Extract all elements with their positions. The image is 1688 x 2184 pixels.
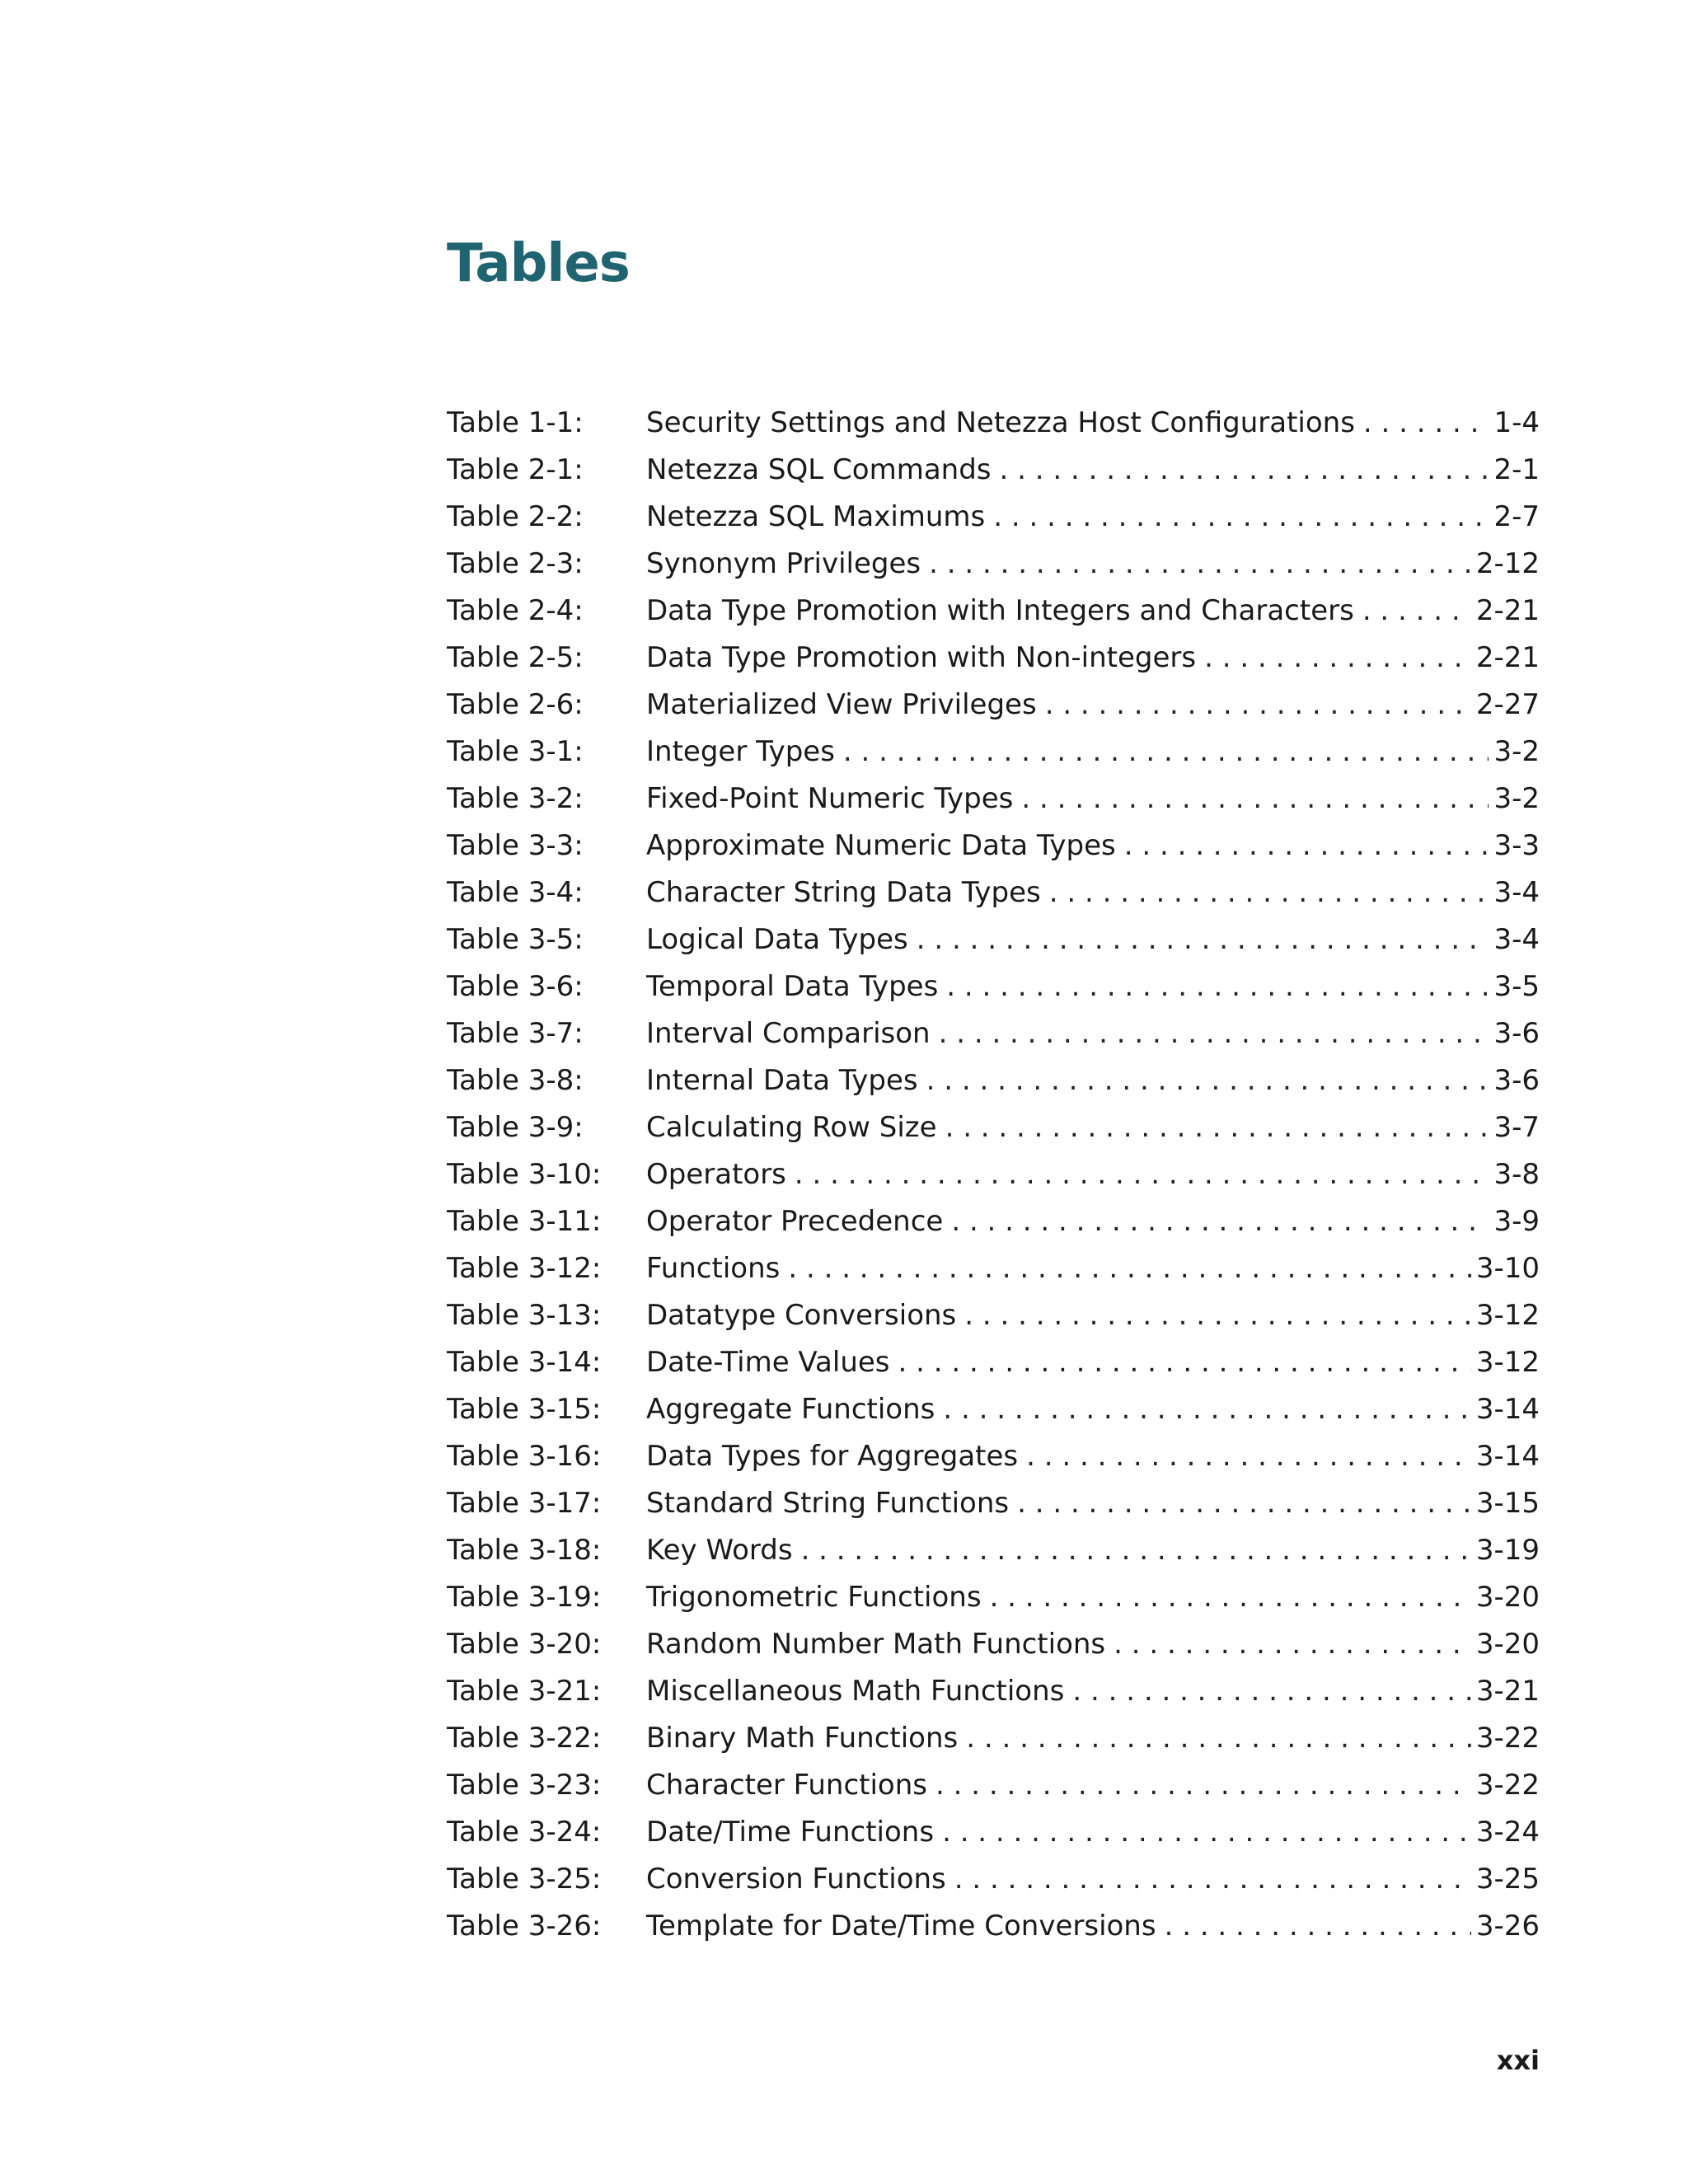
toc-entry-number: Table 3-15:	[447, 1393, 602, 1426]
toc-entry-title: Functions	[646, 1252, 781, 1285]
toc-dot-leader	[1026, 1433, 1471, 1480]
toc-dot-leader	[954, 1856, 1471, 1903]
toc-entry-page: 3-22	[1475, 1722, 1540, 1755]
toc-entry[interactable]	[447, 916, 1540, 963]
toc-entry-page: 2-7	[1493, 500, 1540, 533]
toc-entry[interactable]	[447, 635, 1540, 682]
toc-entry-title: Interval Comparison	[646, 1017, 931, 1050]
toc-entry-page: 3-14	[1475, 1393, 1540, 1426]
toc-dot-leader	[1049, 869, 1489, 916]
toc-entry-number: Table 3-14:	[447, 1346, 602, 1379]
toc-entry-title: Random Number Math Functions	[646, 1628, 1106, 1661]
toc-dot-leader	[1114, 1621, 1471, 1668]
toc-entry-number: Table 3-18:	[447, 1534, 602, 1567]
toc-entry-number: Table 3-11:	[447, 1205, 602, 1238]
toc-entry-page: 3-24	[1475, 1816, 1540, 1849]
toc-entry-number: Table 3-19:	[447, 1581, 602, 1614]
toc-dot-leader	[843, 729, 1489, 776]
toc-entry-title: Operator Precedence	[646, 1205, 944, 1238]
toc-entry[interactable]	[447, 1856, 1540, 1903]
toc-entry-title: Aggregate Functions	[646, 1393, 935, 1426]
toc-entry[interactable]	[447, 1903, 1540, 1950]
toc-entry-title: Integer Types	[646, 735, 835, 768]
toc-dot-leader	[946, 963, 1489, 1010]
toc-entry-number: Table 3-12:	[447, 1252, 602, 1285]
toc-entry[interactable]	[447, 869, 1540, 916]
toc-entry[interactable]	[447, 1057, 1540, 1104]
toc-entry-title: Internal Data Types	[646, 1064, 918, 1097]
toc-dot-leader	[795, 1151, 1489, 1198]
toc-entry[interactable]	[447, 1292, 1540, 1339]
toc-entry-number: Table 2-4:	[447, 594, 584, 627]
toc-dot-leader	[1045, 682, 1471, 729]
toc-entry-title: Calculating Row Size	[646, 1111, 937, 1144]
toc-entry-title: Datatype Conversions	[646, 1299, 957, 1332]
toc-dot-leader	[898, 1339, 1471, 1386]
toc-entry-page: 3-26	[1475, 1910, 1540, 1943]
toc-entry-title: Conversion Functions	[646, 1863, 946, 1896]
toc-entry[interactable]	[447, 1715, 1540, 1762]
toc-entry-number: Table 3-1:	[447, 735, 584, 768]
toc-entry-page: 2-21	[1475, 594, 1540, 627]
toc-entry-number: Table 3-7:	[447, 1017, 584, 1050]
toc-dot-leader	[788, 1245, 1470, 1292]
toc-dot-leader	[945, 1104, 1489, 1151]
toc-dot-leader	[943, 1386, 1470, 1433]
toc-entry-number: Table 3-10:	[447, 1158, 602, 1191]
toc-entry-number: Table 2-6:	[447, 688, 584, 721]
toc-entry-page: 3-6	[1493, 1017, 1540, 1050]
toc-entry-title: Data Type Promotion with Integers and Characters	[646, 594, 1354, 627]
toc-entry-number: Table 3-8:	[447, 1064, 584, 1097]
toc-entry-number: Table 3-23:	[447, 1769, 602, 1802]
toc-entry-page: 3-9	[1493, 1205, 1540, 1238]
toc-dot-leader	[1362, 588, 1471, 635]
toc-entry[interactable]	[447, 1480, 1540, 1527]
toc-entry-page: 3-2	[1493, 735, 1540, 768]
toc-dot-leader	[926, 1057, 1489, 1104]
toc-entry-title: Operators	[646, 1158, 786, 1191]
toc-entry-page: 2-27	[1475, 688, 1540, 721]
toc-entry-title: Data Type Promotion with Non-integers	[646, 641, 1197, 674]
toc-entry-title: Synonym Privileges	[646, 547, 921, 580]
toc-entry-number: Table 3-26:	[447, 1910, 602, 1943]
toc-entry-page: 3-14	[1475, 1440, 1540, 1473]
toc-entry-page: 3-5	[1493, 970, 1540, 1003]
toc-entry-number: Table 3-13:	[447, 1299, 602, 1332]
toc-entry-page: 3-10	[1475, 1252, 1540, 1285]
toc-entry[interactable]	[447, 1433, 1540, 1480]
table-of-tables-list	[447, 400, 1540, 1950]
toc-dot-leader	[1363, 400, 1489, 447]
toc-dot-leader	[951, 1198, 1489, 1245]
toc-dot-leader	[966, 1715, 1471, 1762]
toc-entry-number: Table 3-24:	[447, 1816, 602, 1849]
toc-entry-title: Character Functions	[646, 1769, 927, 1802]
toc-dot-leader	[1017, 1480, 1471, 1527]
toc-entry-number: Table 3-16:	[447, 1440, 602, 1473]
toc-entry-page: 3-6	[1493, 1064, 1540, 1097]
toc-dot-leader	[942, 1809, 1471, 1856]
toc-entry[interactable]	[447, 776, 1540, 823]
toc-dot-leader	[917, 916, 1489, 963]
toc-dot-leader	[1021, 776, 1489, 823]
toc-entry-title: Binary Math Functions	[646, 1722, 959, 1755]
toc-entry[interactable]	[447, 1527, 1540, 1574]
toc-entry[interactable]	[447, 1104, 1540, 1151]
toc-entry-page: 2-1	[1493, 453, 1540, 486]
toc-entry-number: Table 3-9:	[447, 1111, 584, 1144]
toc-entry-page: 3-12	[1475, 1299, 1540, 1332]
toc-entry[interactable]	[447, 541, 1540, 588]
toc-entry-number: Table 3-20:	[447, 1628, 602, 1661]
toc-entry-page: 2-21	[1475, 641, 1540, 674]
toc-entry[interactable]	[447, 1245, 1540, 1292]
toc-entry[interactable]	[447, 1809, 1540, 1856]
toc-entry-title: Security Settings and Netezza Host Configurations	[646, 406, 1355, 439]
toc-dot-leader	[1072, 1668, 1470, 1715]
toc-dot-leader	[990, 1574, 1471, 1621]
toc-entry-number: Table 3-3:	[447, 829, 584, 862]
toc-entry[interactable]	[447, 1386, 1540, 1433]
toc-entry-title: Fixed-Point Numeric Types	[646, 782, 1014, 815]
toc-entry-number: Table 3-5:	[447, 923, 584, 956]
toc-entry[interactable]	[447, 729, 1540, 776]
toc-entry-page: 3-8	[1493, 1158, 1540, 1191]
toc-entry-number: Table 3-22:	[447, 1722, 602, 1755]
toc-entry[interactable]	[447, 400, 1540, 447]
toc-entry-title: Netezza SQL Commands	[646, 453, 992, 486]
toc-entry-number: Table 3-6:	[447, 970, 584, 1003]
toc-entry[interactable]	[447, 1198, 1540, 1245]
toc-dot-leader	[929, 541, 1471, 588]
toc-entry-page: 3-20	[1475, 1628, 1540, 1661]
toc-entry-number: Table 3-4:	[447, 876, 584, 909]
toc-entry-number: Table 2-2:	[447, 500, 584, 533]
toc-entry-number: Table 2-1:	[447, 453, 584, 486]
toc-entry-number: Table 2-5:	[447, 641, 584, 674]
toc-entry[interactable]	[447, 588, 1540, 635]
toc-entry[interactable]	[447, 1151, 1540, 1198]
toc-dot-leader	[993, 494, 1489, 541]
toc-entry-page: 3-25	[1475, 1863, 1540, 1896]
toc-entry-number: Table 3-25:	[447, 1863, 602, 1896]
toc-entry-title: Trigonometric Functions	[646, 1581, 982, 1614]
toc-dot-leader	[801, 1527, 1471, 1574]
toc-entry-page: 3-22	[1475, 1769, 1540, 1802]
toc-entry-page: 3-4	[1493, 923, 1540, 956]
toc-entry-title: Miscellaneous Math Functions	[646, 1675, 1065, 1708]
toc-entry[interactable]	[447, 1621, 1540, 1668]
page-title: Tables	[447, 233, 630, 294]
toc-dot-leader	[939, 1010, 1489, 1057]
toc-entry-title: Template for Date/Time Conversions	[646, 1910, 1156, 1943]
toc-entry-title: Date-Time Values	[646, 1346, 890, 1379]
toc-entry-page: 3-2	[1493, 782, 1540, 815]
toc-entry-number: Table 3-21:	[447, 1675, 602, 1708]
toc-entry[interactable]	[447, 1668, 1540, 1715]
toc-entry-page: 3-19	[1475, 1534, 1540, 1567]
toc-entry-page: 3-4	[1493, 876, 1540, 909]
toc-entry[interactable]	[447, 447, 1540, 494]
toc-entry[interactable]	[447, 1339, 1540, 1386]
toc-entry-title: Date/Time Functions	[646, 1816, 935, 1849]
toc-entry-page: 1-4	[1493, 406, 1540, 439]
toc-entry[interactable]	[447, 682, 1540, 729]
toc-entry-number: Table 2-3:	[447, 547, 584, 580]
toc-entry[interactable]	[447, 823, 1540, 869]
toc-entry-title: Character String Data Types	[646, 876, 1041, 909]
toc-entry-number: Table 3-17:	[447, 1487, 602, 1520]
toc-entry-number: Table 1-1:	[447, 406, 584, 439]
toc-entry[interactable]	[447, 494, 1540, 541]
toc-entry-title: Logical Data Types	[646, 923, 908, 956]
toc-entry[interactable]	[447, 1010, 1540, 1057]
toc-dot-leader	[1204, 635, 1471, 682]
toc-entry-title: Approximate Numeric Data Types	[646, 829, 1116, 862]
toc-entry-title: Data Types for Aggregates	[646, 1440, 1019, 1473]
toc-entry-page: 3-7	[1493, 1111, 1540, 1144]
toc-entry-page: 3-20	[1475, 1581, 1540, 1614]
toc-dot-leader	[935, 1762, 1471, 1809]
toc-dot-leader	[1000, 447, 1489, 494]
toc-entry-page: 2-12	[1475, 547, 1540, 580]
toc-entry-title: Materialized View Privileges	[646, 688, 1037, 721]
toc-entry-title: Netezza SQL Maximums	[646, 500, 986, 533]
toc-entry-page: 3-3	[1493, 829, 1540, 862]
toc-entry[interactable]	[447, 1762, 1540, 1809]
toc-entry-title: Key Words	[646, 1534, 793, 1567]
toc-dot-leader	[1124, 823, 1489, 869]
toc-entry[interactable]	[447, 1574, 1540, 1621]
toc-entry[interactable]	[447, 963, 1540, 1010]
toc-entry-page: 3-15	[1475, 1487, 1540, 1520]
toc-entry-title: Temporal Data Types	[646, 970, 939, 1003]
toc-entry-page: 3-12	[1475, 1346, 1540, 1379]
page-number: xxi	[1496, 2045, 1540, 2076]
toc-entry-title: Standard String Functions	[646, 1487, 1010, 1520]
toc-dot-leader	[964, 1292, 1471, 1339]
toc-entry-page: 3-21	[1475, 1675, 1540, 1708]
toc-dot-leader	[1165, 1903, 1471, 1950]
toc-entry-number: Table 3-2:	[447, 782, 584, 815]
